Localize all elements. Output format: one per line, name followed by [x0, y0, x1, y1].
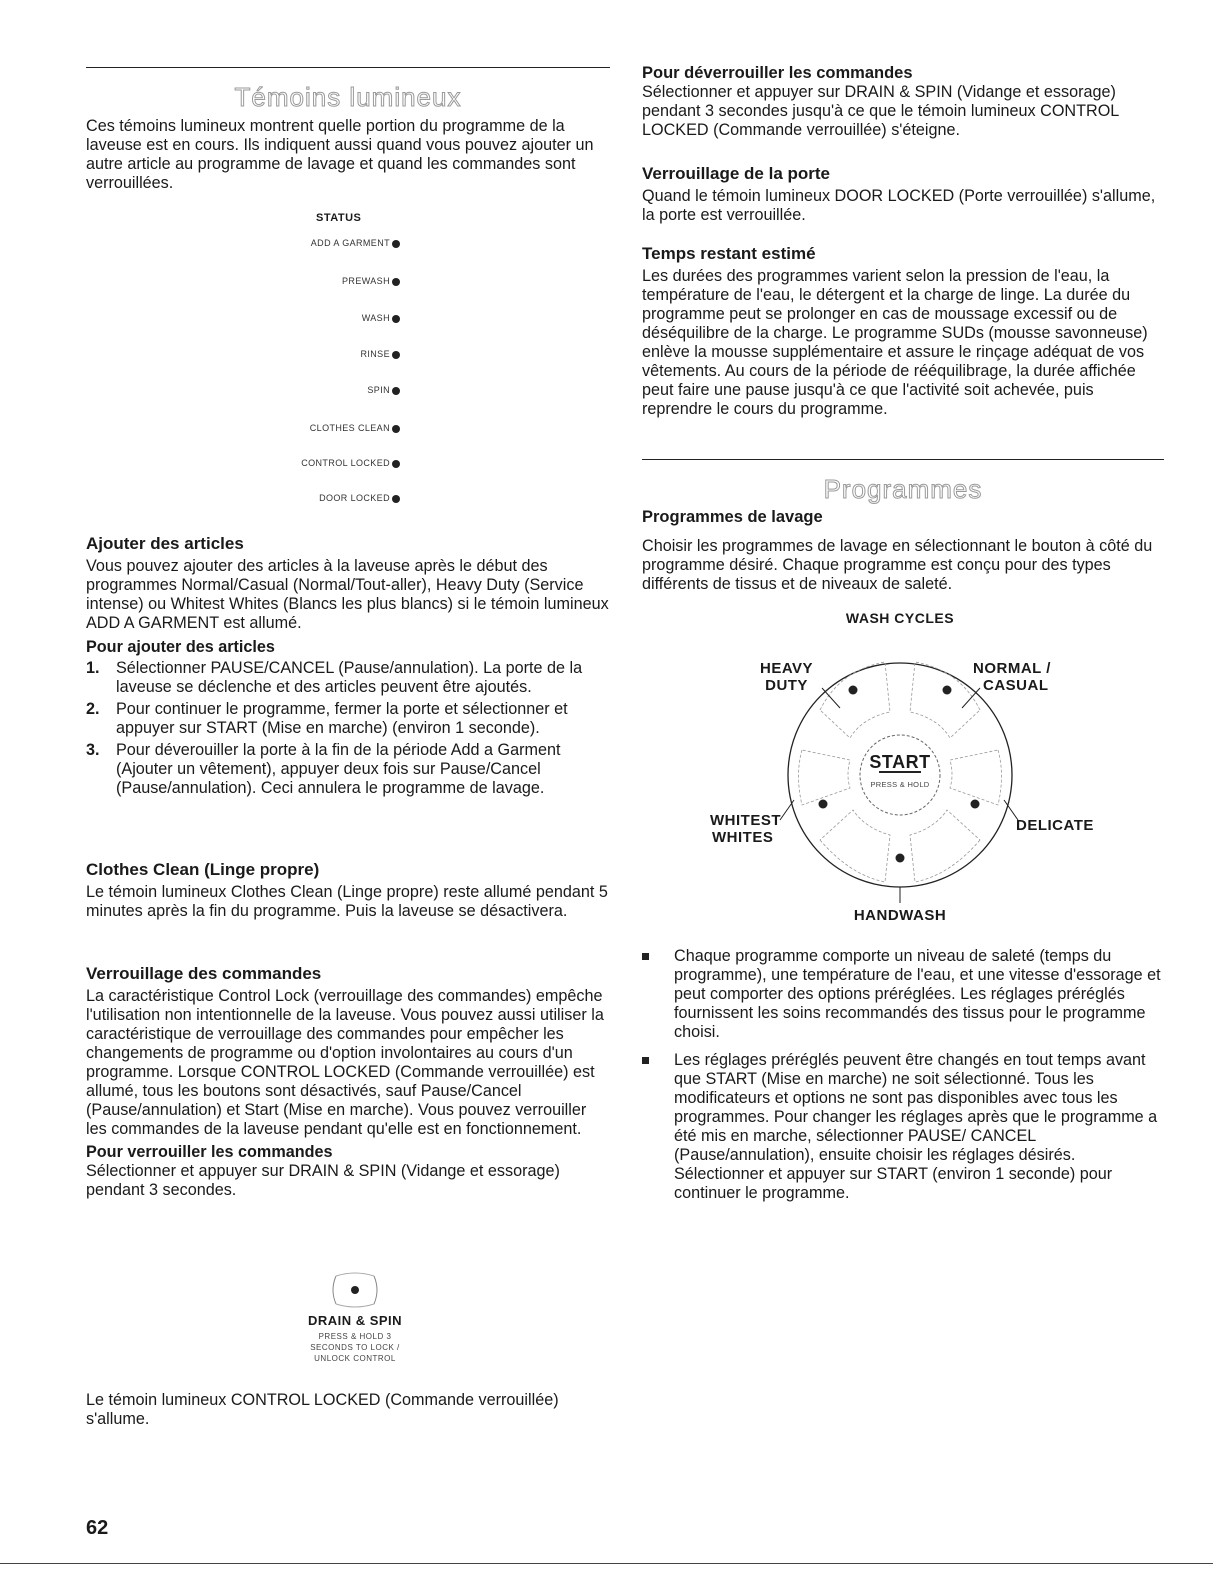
door-lock-text: Quand le témoin lumineux DOOR LOCKED (Porte verrouillée) s'allume, la porte est verrouillée. [642, 187, 1156, 224]
status-spin [367, 385, 400, 395]
control-locked-on-text: Le témoin lumineux CONTROL LOCKED (Commande verrouillée) s'allume. [86, 1391, 559, 1428]
drain-spin-illustration [280, 1268, 430, 1378]
status-label: SPIN [367, 385, 390, 395]
bullet-square-icon [642, 1057, 649, 1064]
cycle-heavy-duty [760, 660, 813, 694]
dial-title: WASH CYCLES [845, 610, 955, 626]
indicator-light-icon [392, 425, 400, 433]
cycle-label: WHITEST [710, 812, 781, 829]
lock-controls-text: Sélectionner et appuyer sur DRAIN & SPIN (Vidange et essorage) pendant 3 secondes. [86, 1162, 560, 1199]
bullet-text: Chaque programme comporte un niveau de saleté (temps du programme), une température de l'eau, et une vitesse d'essorage et peut comporter des options préréglées. Les réglages préréglés fournissent les soins recommandés des tissus pour le programme choisi. [674, 947, 1161, 1041]
cycle-label: NORMAL / [973, 660, 1051, 677]
status-label: CLOTHES CLEAN [309, 423, 390, 433]
drain-spin-label: DRAIN & SPIN [307, 1313, 403, 1328]
step-text: Sélectionner PAUSE/CANCEL (Pause/annulation). La porte de la laveuse se déclenche et des articles peuvent être ajoutés. [116, 659, 583, 696]
indicator-light-icon [392, 240, 400, 248]
time-left-heading: Temps restant estimé [642, 244, 816, 263]
bottom-rule [0, 1563, 1213, 1564]
status-label: DOOR LOCKED [319, 493, 390, 503]
wash-cycles-dial [690, 600, 1110, 930]
step-item [86, 700, 610, 738]
status-label: WASH [361, 313, 390, 323]
clothes-clean-text: Le témoin lumineux Clothes Clean (Linge propre) reste allumé pendant 5 minutes après la fin du programme. Puis la laveuse se désactivera. [86, 883, 608, 920]
step-number: 3. [86, 741, 100, 759]
add-items-subheading: Pour ajouter des articles [86, 638, 275, 656]
door-lock-section [642, 164, 1164, 225]
status-rinse [360, 349, 400, 359]
wash-cycles-text: Choisir les programmes de lavage en sélectionnant le bouton à côté du programme désiré. Chaque programme est conçu pour des types différents de tissus et de niveaux de saleté. [642, 537, 1153, 593]
intro-text: Ces témoins lumineux montrent quelle portion du programme de la laveuse est en cours. Ils indiquent aussi quand vous pouvez ajouter un autre article au programme de lavage et quand les commandes sont verrouillées. [86, 117, 594, 192]
list-item [642, 947, 1162, 1042]
drain-spin-caption-3: UNLOCK CONTROL [314, 1354, 396, 1363]
program-bullets [642, 947, 1162, 1203]
indicator-light-icon [392, 387, 400, 395]
drain-spin-caption-2: SECONDS TO LOCK / [310, 1343, 400, 1352]
clothes-clean-heading: Clothes Clean (Linge propre) [86, 860, 320, 879]
list-item [642, 1051, 1162, 1203]
cycle-whitest-whites [710, 812, 781, 846]
door-lock-heading: Verrouillage de la porte [642, 164, 831, 183]
status-wash [362, 313, 400, 323]
cycle-handwash: HANDWASH [853, 907, 947, 924]
cycle-label: DUTY [765, 677, 808, 694]
add-items-heading: Ajouter des articles [86, 534, 244, 553]
indicator-light-icon [392, 315, 400, 323]
section-title-programmes: Programmes [823, 474, 983, 504]
status-prewash [342, 276, 400, 286]
unlock-section [642, 64, 1164, 140]
wash-cycles-heading: Programmes de lavage [642, 508, 823, 526]
unlock-text: Sélectionner et appuyer sur DRAIN & SPIN (Vidange et essorage) pendant 3 secondes jusqu'à ce que le témoin lumineux CONTROL LOCKED (Commande verrouillée) s'éteigne. [642, 83, 1119, 139]
status-label: PREWASH [342, 276, 390, 286]
status-panel [250, 210, 400, 510]
step-number: 2. [86, 700, 100, 718]
cycle-label: WHITES [712, 829, 774, 846]
programmes-rule [642, 459, 1164, 460]
indicator-light-icon [392, 278, 400, 286]
clothes-clean-section [86, 860, 610, 921]
control-lock-section [86, 964, 610, 1200]
drain-spin-caption-1: PRESS & HOLD 3 [318, 1332, 392, 1341]
status-door-locked [319, 493, 400, 503]
page-number: 62 [86, 1517, 109, 1539]
cycle-delicate: DELICATE [1016, 817, 1094, 834]
cycle-label: CASUAL [983, 677, 1049, 694]
status-add-a-garment [311, 238, 400, 248]
unlock-heading: Pour déverrouiller les commandes [642, 64, 913, 82]
status-clothes-clean [310, 423, 400, 433]
lock-controls-subheading: Pour verrouiller les commandes [86, 1143, 333, 1161]
status-title: STATUS [316, 212, 362, 224]
bullet-square-icon [642, 953, 649, 960]
indicator-light-icon [392, 351, 400, 359]
step-text: Pour continuer le programme, fermer la porte et sélectionner et appuyer sur START (Mise en marche) (environ 1 seconde). [116, 700, 568, 737]
time-left-text: Les durées des programmes varient selon la pression de l'eau, la température de l'eau, le détergent et la charge de linge. La durée du programme peut se prolonger en cas de moussage excessif ou de déséquilibre de la charge. Le programme SUDs (mousse savonneuse) enlève la mousse supplémentaire et assure le rinçage adéquat de vos vêtements. Au cours de la période de rééquilibrage, la durée affichée peut faire une pause jusqu'à ce que l'activité soit achevée, puis reprendre le cours du programme. [642, 267, 1148, 418]
bullet-text: Les réglages préréglés peuvent être changés en tout temps avant que START (Mise en marche) ne soit sélectionné. Tous les modificateurs et options ne sont pas disponibles avec tous les programmes. Pour changer les réglages après que le programme a été mis en marche, sélectionner PAUSE/ CANCEL (Pause/annulation), ensuite choisir les réglages désirés. Sélectionner et appuyer sur START (environ 1 seconde) pour continuer le programme. [674, 1051, 1158, 1202]
status-label: CONTROL LOCKED [301, 458, 390, 468]
wash-cycles-section [642, 508, 1164, 594]
cycle-normal-casual [973, 660, 1051, 694]
time-left-section [642, 244, 1164, 419]
step-item [86, 741, 610, 798]
start-button[interactable]: START [869, 752, 931, 772]
indicator-light-icon [392, 460, 400, 468]
status-label: RINSE [360, 349, 390, 359]
top-rule-left [86, 67, 610, 68]
step-number: 1. [86, 659, 100, 677]
control-lock-heading: Verrouillage des commandes [86, 964, 322, 983]
status-label: ADD A GARMENT [310, 238, 390, 248]
add-items-steps [86, 659, 610, 798]
step-item [86, 659, 610, 697]
cycle-label: HEAVY [760, 660, 814, 677]
start-press-hold: PRESS & HOLD [870, 780, 930, 789]
drain-spin-button-icon [280, 1268, 430, 1308]
step-text: Pour déverouiller la porte à la fin de la période Add a Garment (Ajouter un vêtement), appuyer deux fois sur Pause/Cancel (Pause/annulation). Ceci annulera le programme de lavage. [116, 741, 561, 797]
section-title-temoins: Témoins lumineux [234, 82, 462, 112]
add-items-section [86, 534, 610, 798]
add-items-text: Vous pouvez ajouter des articles à la laveuse après le début des programmes Normal/Casual (Normal/Tout-aller), Heavy Duty (Service intense) ou Whitest Whites (Blancs les plus blancs) si le témoin lumineux ADD A GARMENT est allumé. [86, 557, 609, 632]
status-control-locked [301, 458, 400, 468]
indicator-light-icon [392, 495, 400, 503]
control-lock-text: La caractéristique Control Lock (verrouillage des commandes) empêche l'utilisation non intentionnelle de la laveuse. Vous pouvez aussi utiliser la caractéristique de verrouillage des commandes pour empêcher les changements de programme ou d'option involontaires au cours d'un programme. Lorsque CONTROL LOCKED (Commande verrouillée) est allumé, tous les boutons sont désactivés, sauf Pause/Cancel (Pause/annulation) et Start (Mise en marche). Vous pouvez verrouiller les commandes de la laveuse pendant qu'elle est en fonctionnement. [86, 987, 604, 1138]
